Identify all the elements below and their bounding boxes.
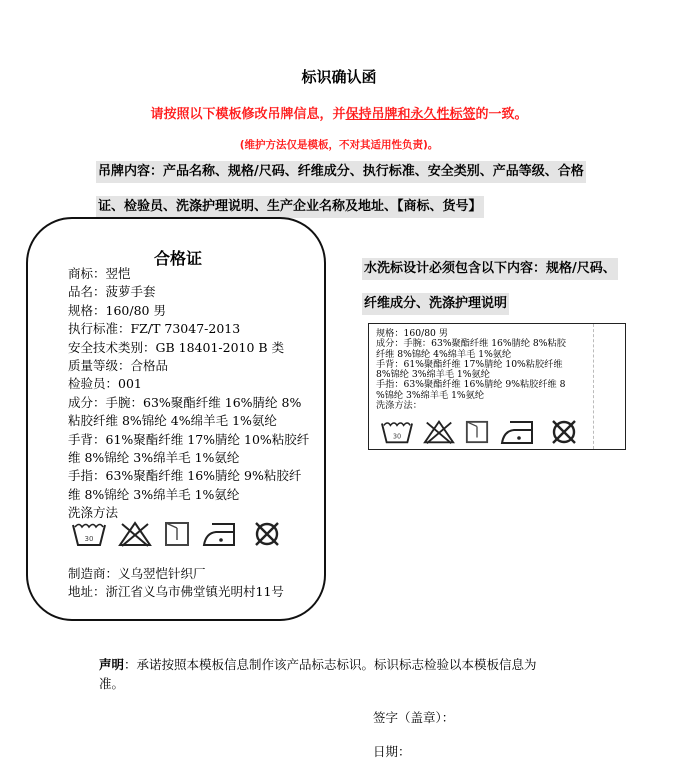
wash-label-care-symbols — [381, 419, 579, 445]
wash-label-line: 8%锦纶 3%绵羊毛 1%氨纶 — [376, 369, 490, 381]
cert-line: 粘胶纤维 8%锦纶 4%绵羊毛 1%氨纶 — [68, 413, 277, 429]
cert-line: 检验员：001 — [68, 376, 142, 392]
wash-label-line: %锦纶 3%绵羊毛 1%氨纶 — [376, 389, 485, 401]
page-title: 标识确认函 — [301, 68, 377, 86]
statement-label: 声明 — [99, 657, 125, 672]
wash-temp: 30 — [84, 535, 94, 543]
cert-line: 规格：160/80 男 — [68, 302, 166, 318]
cert-line: 维 8%锦纶 3%绵羊毛 1%氨纶 — [68, 486, 240, 502]
wash-30-icon — [72, 521, 106, 547]
cert-line: 质量等级：合格品 — [68, 358, 169, 374]
notice-text: 请按照以下模板修改吊牌信息，并 — [150, 107, 346, 122]
wash-label-line: 手指：63%聚酯纤维 16%腈纶 9%粘胶纤维 8 — [376, 379, 566, 391]
cert-line: 成分：手腕：63%聚酯纤维 16%腈纶 8% — [68, 394, 302, 410]
cert-line: 维 8%锦纶 3%绵羊毛 1%氨纶 — [68, 450, 240, 466]
cert-line: 商标：翌恺 — [68, 266, 131, 281]
certificate-lines — [68, 265, 309, 523]
statement-text-end: 准。 — [99, 676, 125, 691]
cert-line: 执行标准：FZ/T 73047-2013 — [68, 321, 241, 337]
certificate-title: 合格证 — [153, 249, 202, 268]
cert-line: 洗涤方法 — [68, 505, 119, 521]
statement — [99, 655, 537, 693]
notice-underlined: 保持吊牌和永久性标签 — [345, 107, 476, 122]
cert-line: 品名：菠萝手套 — [68, 284, 156, 300]
wash-label-line: 手背：61%聚酯纤维 17%腈纶 10%粘胶纤维 — [376, 358, 563, 370]
wash-label-lines — [376, 329, 566, 411]
hangtag-requirements-line1: 吊牌内容：产品名称、规格/尺码、纤维成分、执行标准、安全类别、产品等级、合格 — [96, 161, 586, 183]
address: 地址：浙江省义乌市佛堂镇光明村11号 — [68, 584, 284, 599]
manufacturer: 制造商：义乌翌恺针织厂 — [68, 566, 206, 581]
cert-line: 手指：63%聚酯纤维 16%腈纶 9%粘胶纤 — [68, 468, 302, 484]
cert-line: 手背：61%聚酯纤维 17%腈纶 10%粘胶纤 — [68, 431, 310, 447]
wash-label-sample — [368, 323, 626, 450]
notice-end: 的一致。 — [475, 107, 528, 122]
cert-line: 安全技术类别：GB 18401-2010 B 类 — [68, 339, 285, 355]
no-dry-clean-icon — [252, 521, 282, 547]
no-bleach-icon — [118, 521, 152, 547]
wash-temp: 30 — [392, 432, 402, 441]
hangtag-requirements-line2: 证、检验员、洗涤护理说明、生产企业名称及地址、【商标、货号】 — [96, 196, 484, 218]
wash-label-requirements-line1: 水洗标设计必须包含以下内容：规格/尺码、 — [362, 258, 618, 280]
wash-label-line: 洗涤方法： — [376, 400, 422, 412]
notice — [0, 103, 678, 122]
date-label: 日期： — [373, 744, 411, 759]
disclaimer: (维护方法仅是模板，不对其适用性负责)。 — [239, 139, 439, 151]
no-bleach-icon — [423, 419, 455, 445]
wash-label-requirements-line2: 纤维成分、洗涤护理说明 — [362, 293, 509, 315]
certificate-card — [26, 217, 326, 621]
wash-label-line: 成分：手腕：63%聚酯纤维 16%腈纶 8%粘胶 — [376, 338, 566, 350]
no-dry-clean-icon — [549, 419, 579, 445]
cut-line — [593, 324, 594, 449]
iron-low-icon — [202, 521, 240, 547]
drip-dry-icon — [164, 521, 190, 547]
signature-label: 签字（盖章）： — [373, 710, 455, 725]
wash-label-line: 纤维 8%锦纶 4%绵羊毛 1%氨纶 — [376, 348, 512, 360]
iron-low-icon — [499, 419, 539, 445]
statement-text: ：承诺按照本模板信息制作该产品标志标识。标识标志检验以本模板信息为 — [124, 657, 537, 672]
care-symbols — [72, 521, 282, 547]
wash-label-line: 规格：160/80 男 — [376, 328, 448, 339]
drip-dry-icon — [465, 419, 489, 445]
wash-30-icon — [381, 419, 413, 445]
